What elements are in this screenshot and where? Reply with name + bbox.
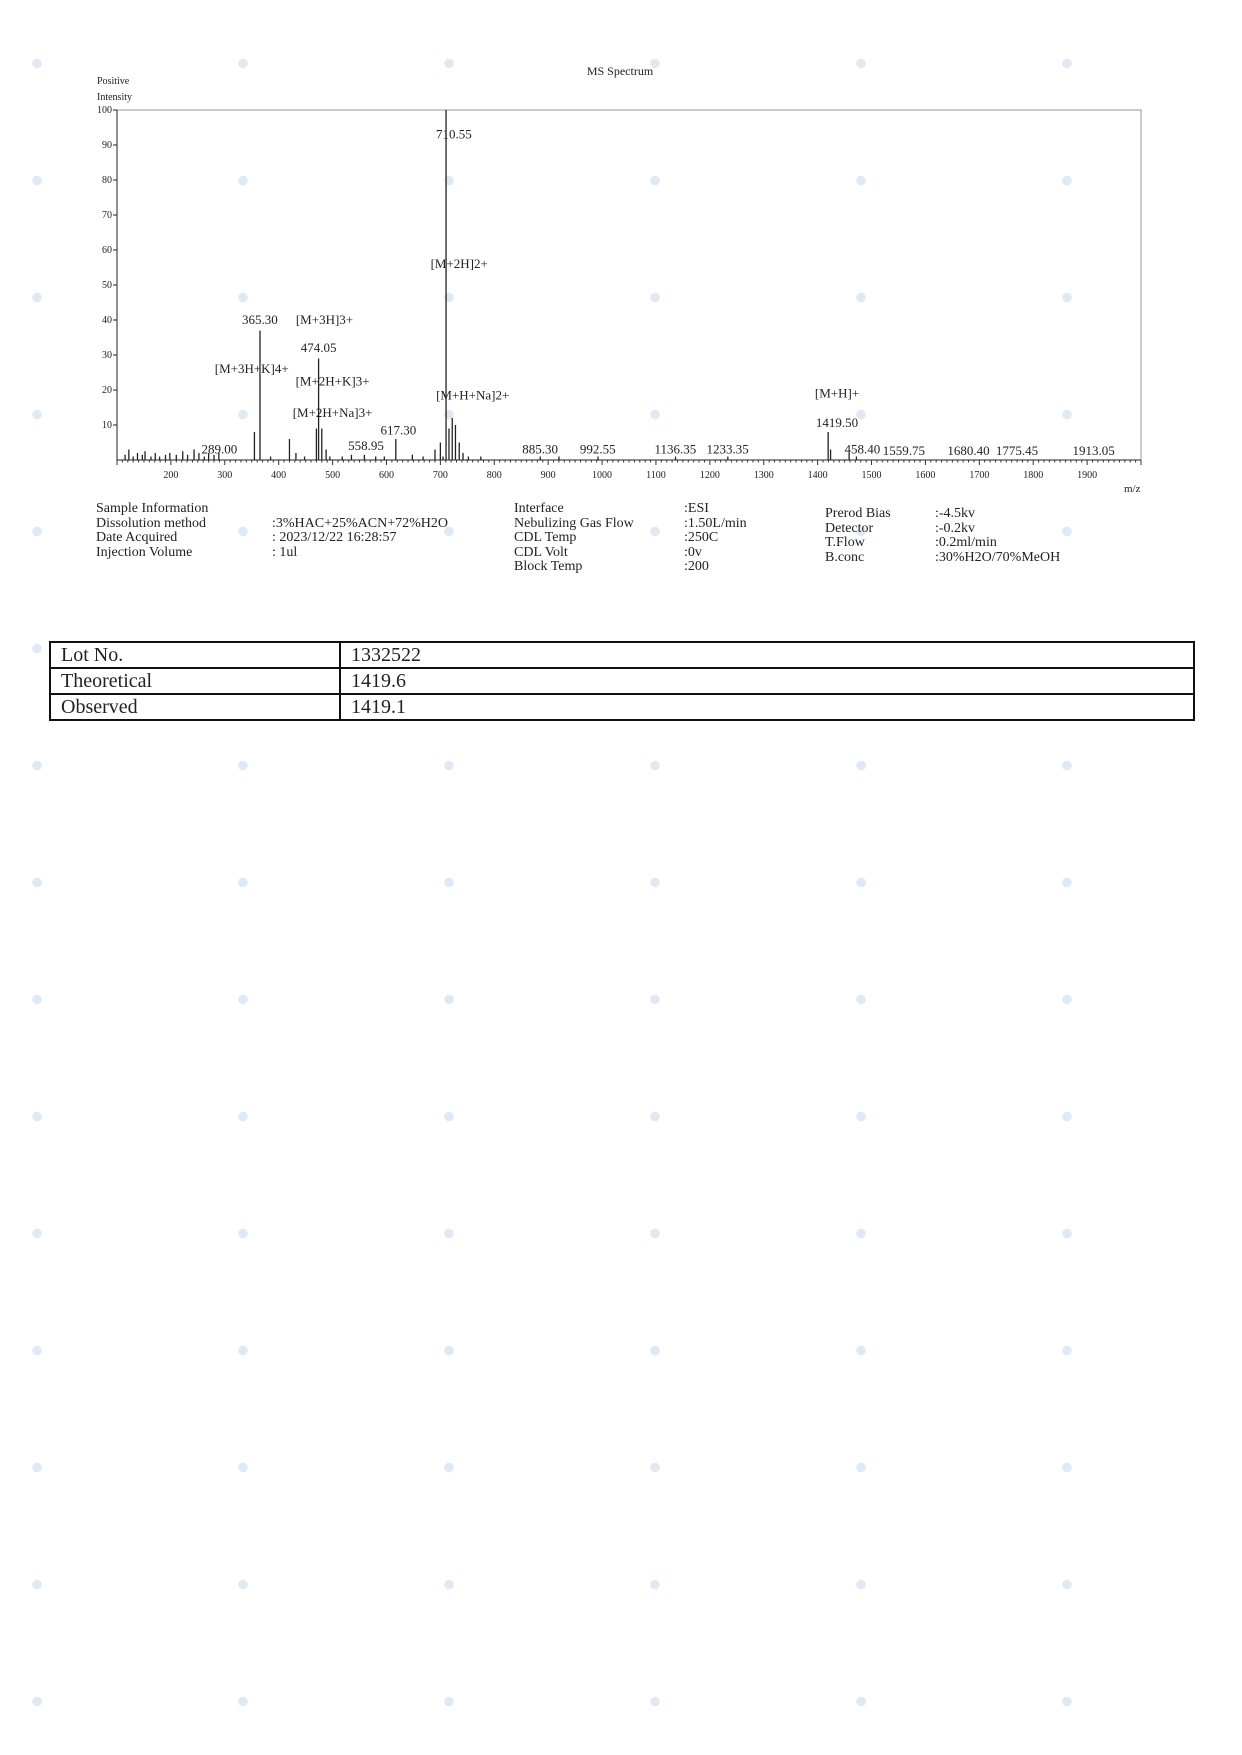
sample-info-labels [96, 502, 208, 560]
x-tick-label: 1100 [646, 470, 666, 481]
sample-info-values [272, 517, 448, 561]
x-tick-label: 1700 [969, 470, 990, 481]
injection-volume-value: : 1ul [272, 544, 298, 560]
peak-label: 1680.40 [947, 442, 990, 458]
instrument-values [684, 502, 747, 575]
peak-label: [M+2H]2+ [430, 256, 488, 271]
x-tick-label: 800 [486, 470, 502, 481]
detector-value: :-0.2kv [935, 520, 976, 536]
peak-label: 289.00 [201, 441, 238, 457]
peak-label: 458.40 [844, 441, 881, 457]
y-axis-label-line2: Intensity [97, 92, 132, 103]
table-row [50, 668, 1194, 694]
x-tick-label: 1400 [807, 470, 828, 481]
x-tick-label: 700 [432, 470, 448, 481]
instrument-labels [514, 502, 634, 575]
peak-label: 710.55 [435, 126, 472, 142]
peak-label: 617.30 [380, 422, 417, 438]
chart-title: MS Spectrum [586, 64, 654, 78]
y-tick-label: 60 [102, 245, 112, 256]
cdl-volt-value: :0v [684, 544, 702, 560]
cdl-temp-label: CDL Temp [514, 530, 577, 545]
interface-value: :ESI [684, 501, 709, 516]
y-tick-label: 100 [97, 105, 112, 116]
x-axis-label: m/z [1124, 483, 1141, 495]
y-tick-label: 70 [102, 210, 112, 221]
x-tick-label: 900 [540, 470, 556, 481]
peak-label: 1913.05 [1072, 442, 1115, 458]
block-temp-value: :200 [684, 559, 709, 574]
prerod-bias-label: Prerod Bias [825, 506, 891, 521]
peak-label: 885.30 [522, 441, 558, 457]
peak-label: 1775.45 [995, 442, 1039, 458]
observed-label: Observed [50, 694, 340, 720]
cdl-volt-label: CDL Volt [514, 544, 568, 560]
y-tick-label: 30 [102, 350, 112, 361]
x-tick-label: 600 [378, 470, 394, 481]
x-tick-label: 500 [325, 470, 341, 481]
lot-no-label: Lot No. [50, 642, 340, 668]
prerod-bias-value: :-4.5kv [935, 506, 976, 521]
table-row [50, 694, 1194, 720]
observed-value: 1419.1 [340, 694, 1194, 720]
dissolution-method-value: :3%HAC+25%ACN+72%H2O [272, 515, 449, 531]
peak-label: 1559.75 [882, 442, 925, 458]
interface-label: Interface [514, 501, 564, 516]
peak-label: [M+H]+ [814, 385, 860, 401]
b-conc-label: B.conc [825, 549, 865, 565]
plot-frame [117, 110, 1141, 460]
peak-label: 1419.50 [815, 414, 859, 430]
peak-label: 365.30 [241, 312, 278, 327]
peak-label: 558.95 [348, 438, 384, 453]
table-row [50, 642, 1194, 668]
dissolution-method-label: Dissolution method [96, 515, 207, 531]
b-conc-value: :30%H2O/70%MeOH [935, 549, 1061, 565]
peak-label: [M+3H]3+ [295, 312, 354, 327]
detector-label: Detector [825, 520, 874, 536]
x-tick-label: 300 [217, 470, 233, 481]
peak-label: [M+3H+K]4+ [214, 361, 289, 376]
theoretical-value: 1419.6 [340, 668, 1194, 694]
y-tick-label: 40 [102, 315, 112, 326]
x-tick-label: 1000 [592, 470, 613, 481]
peak-label: [M+2H+Na]3+ [292, 404, 373, 420]
t-flow-value: :0.2ml/min [935, 535, 997, 550]
x-tick-label: 1500 [861, 470, 882, 481]
ms-spectrum-chart [0, 0, 1242, 520]
cdl-temp-value: :250C [684, 530, 719, 545]
x-tick-label: 200 [163, 470, 179, 481]
x-tick-label: 400 [271, 470, 287, 481]
peak-label: 1136.35 [654, 441, 697, 457]
sample-info-label: Sample Information [96, 501, 209, 516]
y-tick-label: 10 [102, 420, 112, 431]
x-tick-label: 1200 [699, 470, 720, 481]
lot-no-value: 1332522 [340, 642, 1194, 668]
y-tick-label: 80 [102, 175, 112, 186]
x-tick-label: 1600 [915, 470, 936, 481]
y-tick-label: 90 [102, 140, 112, 151]
x-tick-label: 1900 [1077, 470, 1098, 481]
results-table [49, 641, 1195, 721]
peak-label: 474.05 [300, 340, 337, 355]
block-temp-label: Block Temp [514, 559, 583, 574]
peak-label: [M+H+Na]2+ [436, 387, 510, 403]
y-axis-label-line1: Positive [97, 76, 130, 87]
date-acquired-value: : 2023/12/22 16:28:57 [272, 530, 397, 545]
t-flow-label: T.Flow [825, 535, 865, 550]
x-tick-label: 1800 [1023, 470, 1044, 481]
x-tick-label: 1300 [753, 470, 774, 481]
detector-values [935, 507, 1060, 565]
detector-labels [825, 507, 891, 565]
nebulizing-gas-flow-label: Nebulizing Gas Flow [514, 515, 634, 531]
peak-label: [M+2H+K]3+ [295, 373, 370, 389]
theoretical-label: Theoretical [50, 668, 340, 694]
y-tick-label: 20 [102, 385, 112, 396]
injection-volume-label: Injection Volume [96, 544, 193, 560]
y-tick-label: 50 [102, 280, 112, 291]
date-acquired-label: Date Acquired [96, 530, 178, 545]
nebulizing-gas-flow-value: :1.50L/min [684, 515, 747, 531]
peak-label: 1233.35 [706, 441, 749, 457]
peak-label: 992.55 [579, 441, 616, 457]
